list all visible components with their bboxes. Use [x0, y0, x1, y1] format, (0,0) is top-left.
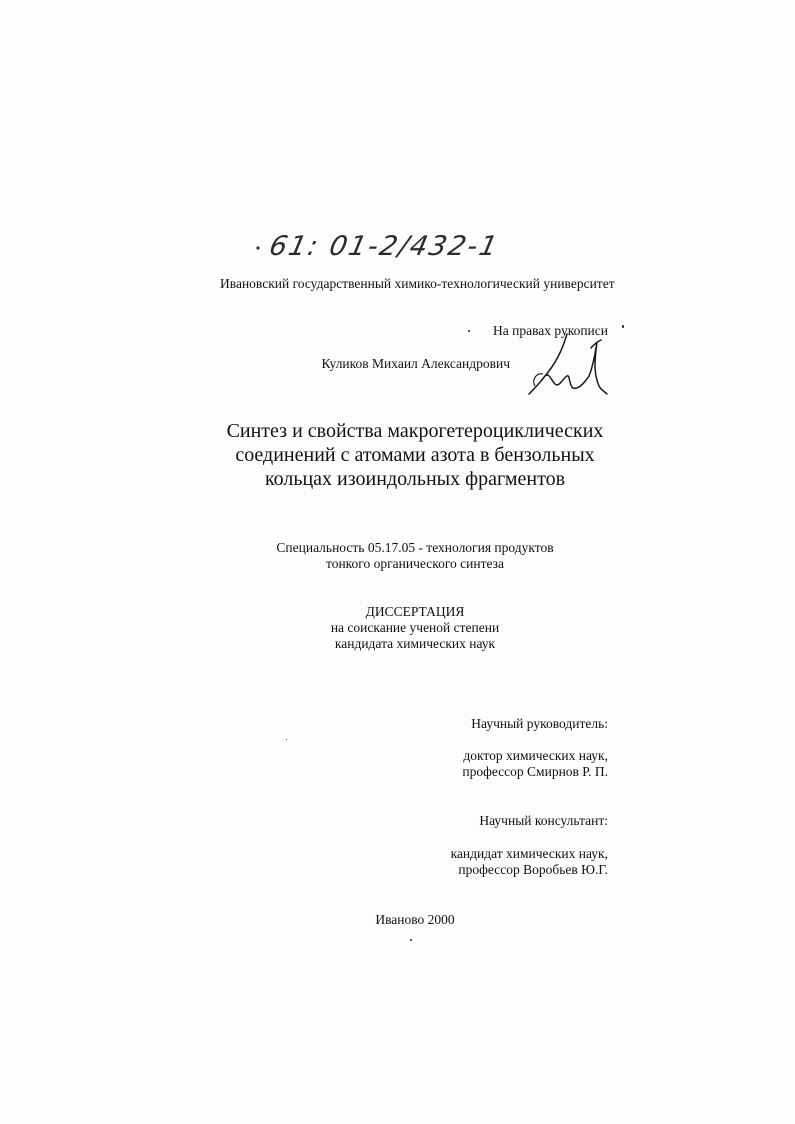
thesis-title-line-2: соединений с атомами азота в бензольных	[235, 444, 595, 466]
specialty-line-1: Специальность 05.17.05 - технология продуктов	[276, 540, 554, 555]
dissertation-degree-line-1: на соискание ученой степени	[330, 620, 500, 635]
supervisor-degree: доктор химических наук,	[463, 748, 608, 763]
supervisor-label: Научный руководитель:	[471, 716, 608, 731]
scan-speck	[468, 330, 470, 332]
dissertation-heading: ДИССЕРТАЦИЯ	[365, 604, 465, 619]
rights-note: На правах рукописи	[492, 323, 608, 338]
university-name: Ивановский государственный химико-технологический университет	[220, 276, 615, 291]
author-signature	[515, 328, 610, 410]
archive-code-text: 61: 01-2/432-1	[266, 231, 502, 262]
specialty-line-2: тонкого органического синтеза	[325, 556, 504, 571]
thesis-title-line-3: кольцах изоиндольных фрагментов	[264, 468, 566, 490]
consultant-name: профессор Воробьев Ю.Г.	[458, 862, 608, 877]
consultant-label: Научный консультант:	[479, 813, 608, 828]
scan-speck	[410, 939, 412, 941]
consultant-degree: кандидат химических наук,	[450, 846, 608, 861]
author-name: Куликов Михаил Александрович	[321, 356, 510, 371]
handwritten-archive-code	[255, 222, 575, 272]
supervisor-name: профессор Смирнов Р. П.	[462, 764, 608, 779]
dissertation-degree-line-2: кандидата химических наук	[334, 636, 496, 651]
scan-speck	[622, 325, 624, 328]
city-year: Иваново 2000	[375, 912, 455, 927]
thesis-title-line-1: Синтез и свойства макрогетероциклических	[226, 420, 604, 442]
scan-speck	[286, 739, 287, 740]
